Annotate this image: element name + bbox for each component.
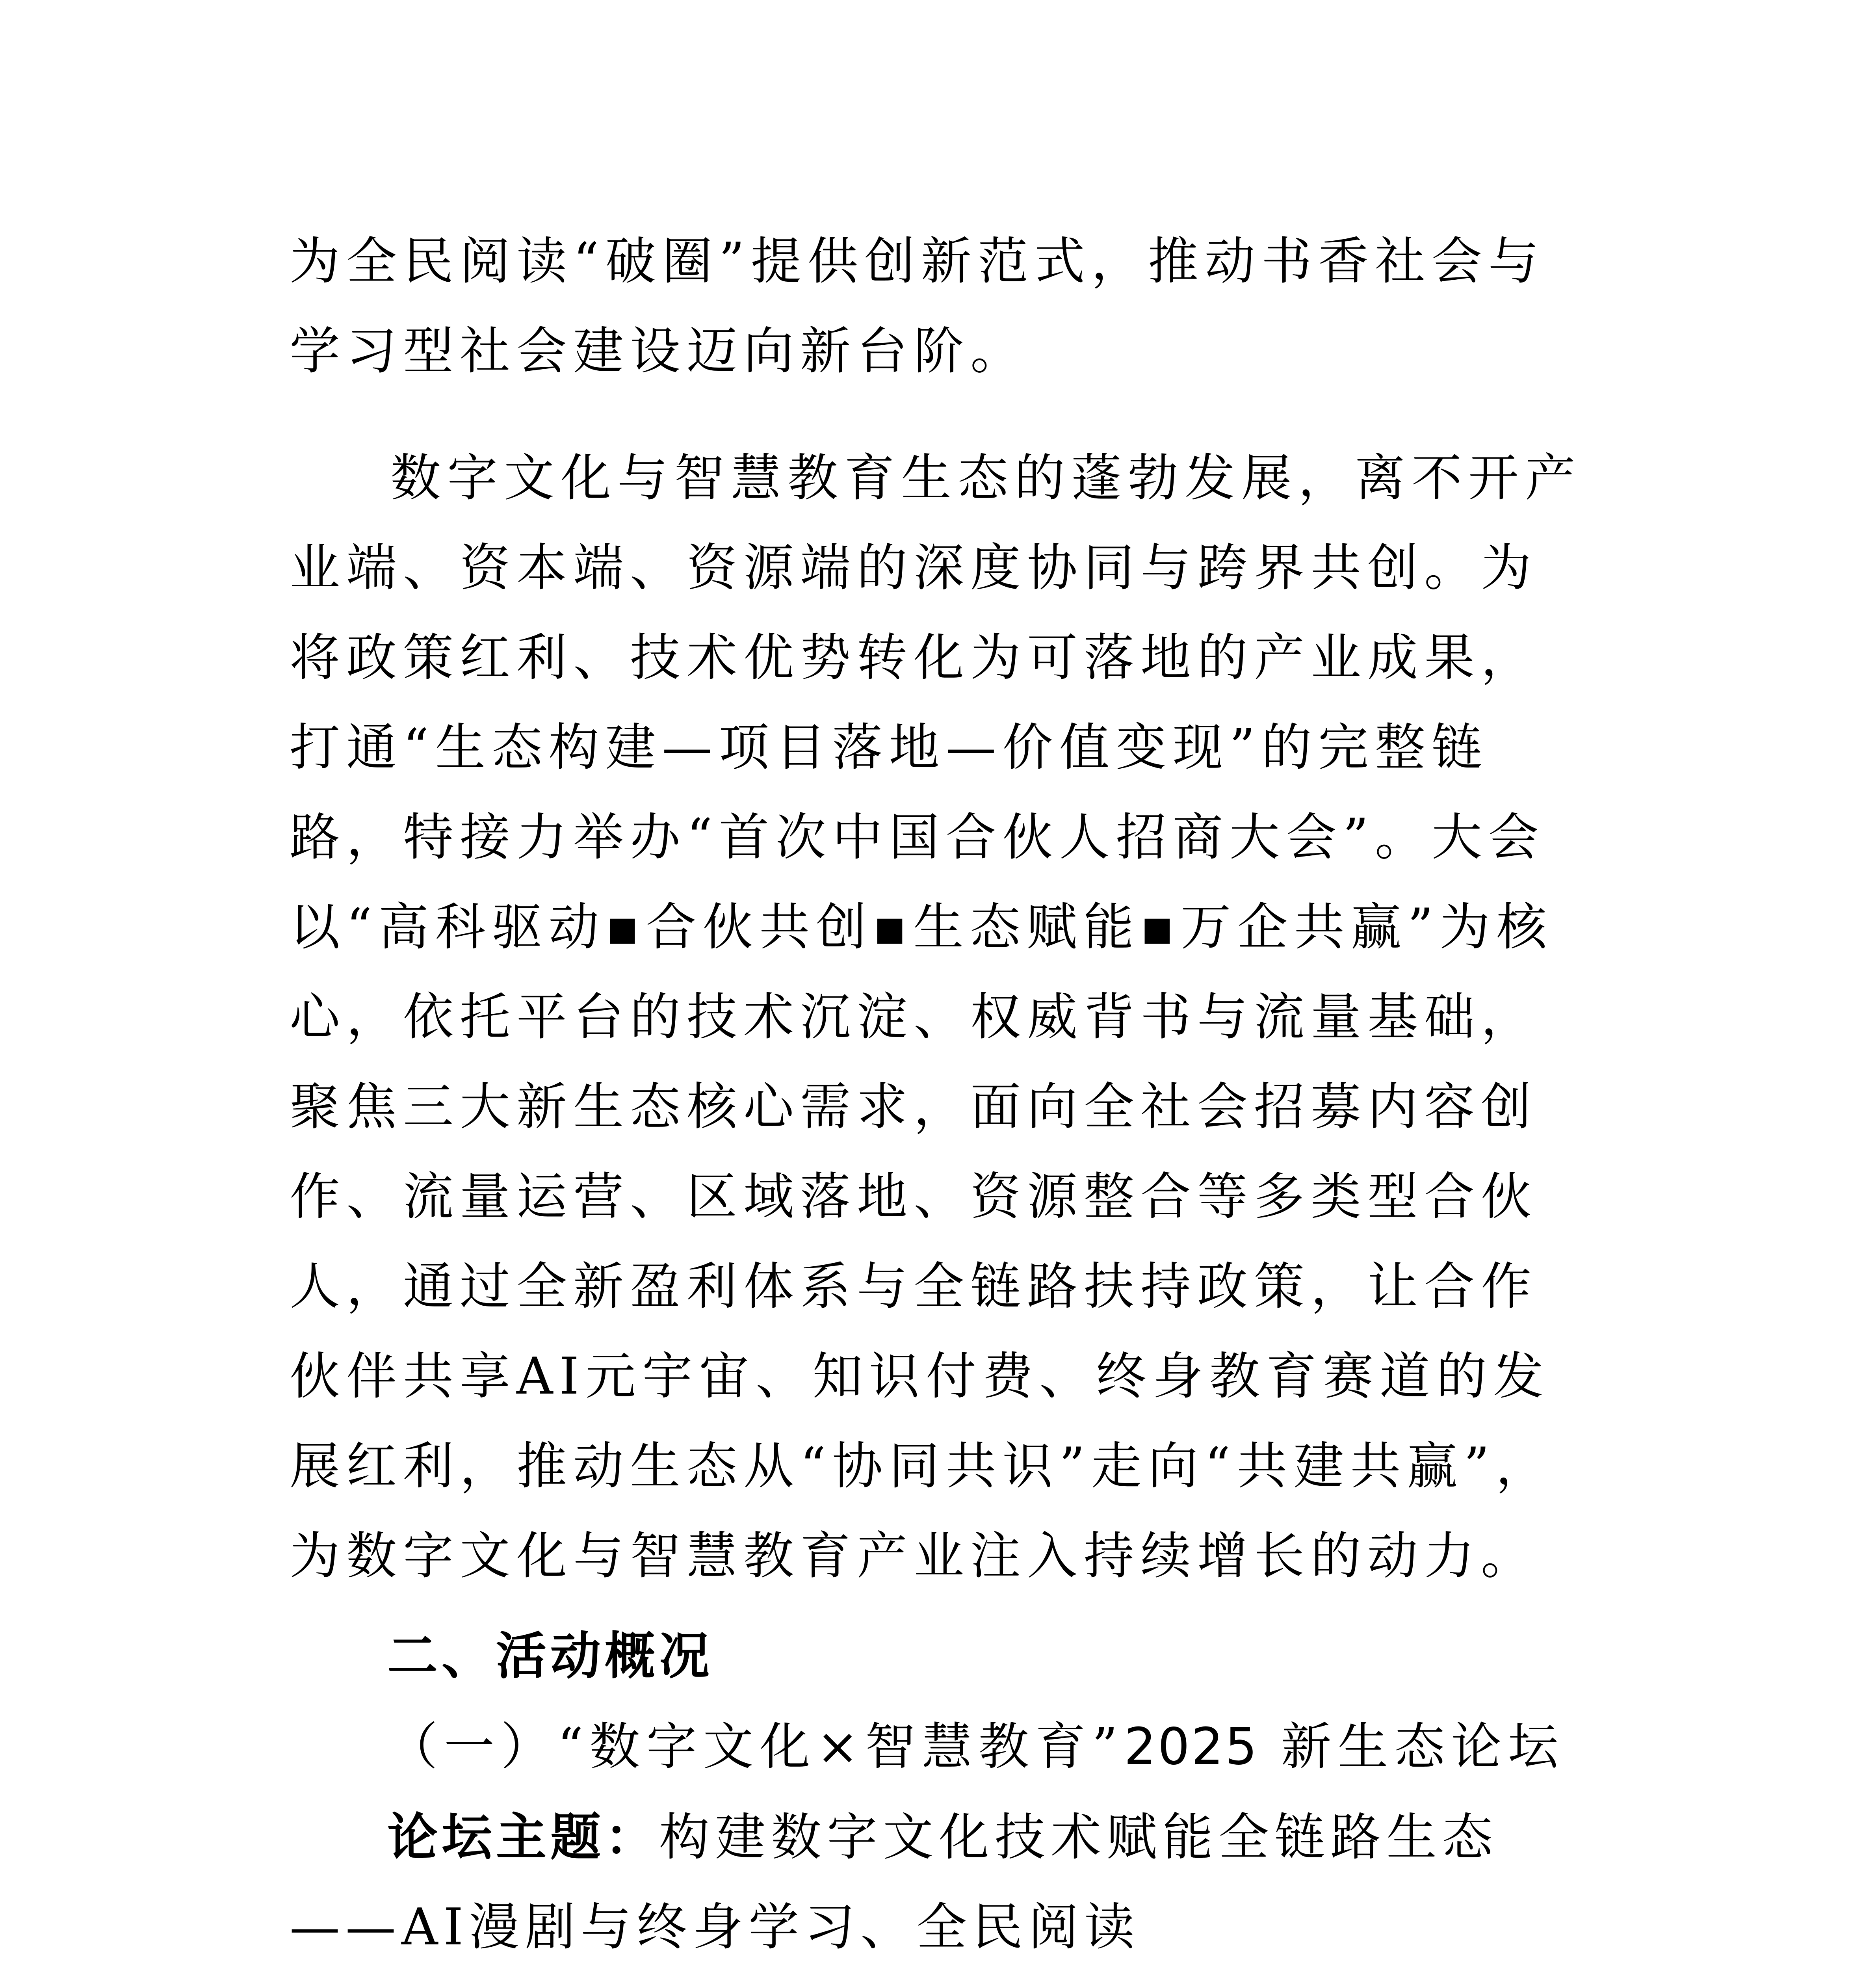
paragraph-continuation: 为全民阅读“破圈”提供创新范式，推动书香社会与学习型社会建设迈向新台阶。 <box>290 232 1545 381</box>
forum-title-prefix: （一）“数字文化×智慧教育” <box>387 1717 1124 1776</box>
forum-theme-value: 构建数字文化技术赋能全链路生态——AI漫剧与终身学习、全民阅读 <box>290 1808 1499 1957</box>
forum-theme-label: 论坛主题： <box>387 1808 659 1867</box>
forum-title-year: 2025 <box>1124 1717 1259 1776</box>
forum-title-suffix: 新生态论坛 <box>1281 1717 1565 1776</box>
forum-theme <box>290 1793 1590 1970</box>
section-heading: 二、活动概况 <box>387 1627 714 1686</box>
paragraph-ecosystem: 数字文化与智慧教育生态的蓬勃发展，离不开产业端、资本端、资源端的深度协同与跨界共创。为将政策红利、技术优势转化为可落地的产业成果，打通“生态构建—项目落地—价值变现”的完整链路，特接力举办“首次中国合伙人招商大会”。大会以“高科驱动▪合伙共创▪生态赋能▪万企共赢”为核心，依托平台的技术沉淀、权威背书与流量基础，聚焦三大新生态核心需求，面向全社会招募内容创作、流量运营、区域落地、资源整合等多类型合伙人，通过全新盈利体系与全链路扶持政策，让合作伙伴共享AI元宇宙、知识付费、终身教育赛道的发展红利，推动生态从“协同共识”走向“共建共赢”，为数字文化与智慧教育产业注入持续增长的动力。 <box>290 449 1582 1585</box>
forum-title <box>387 1702 1565 1792</box>
